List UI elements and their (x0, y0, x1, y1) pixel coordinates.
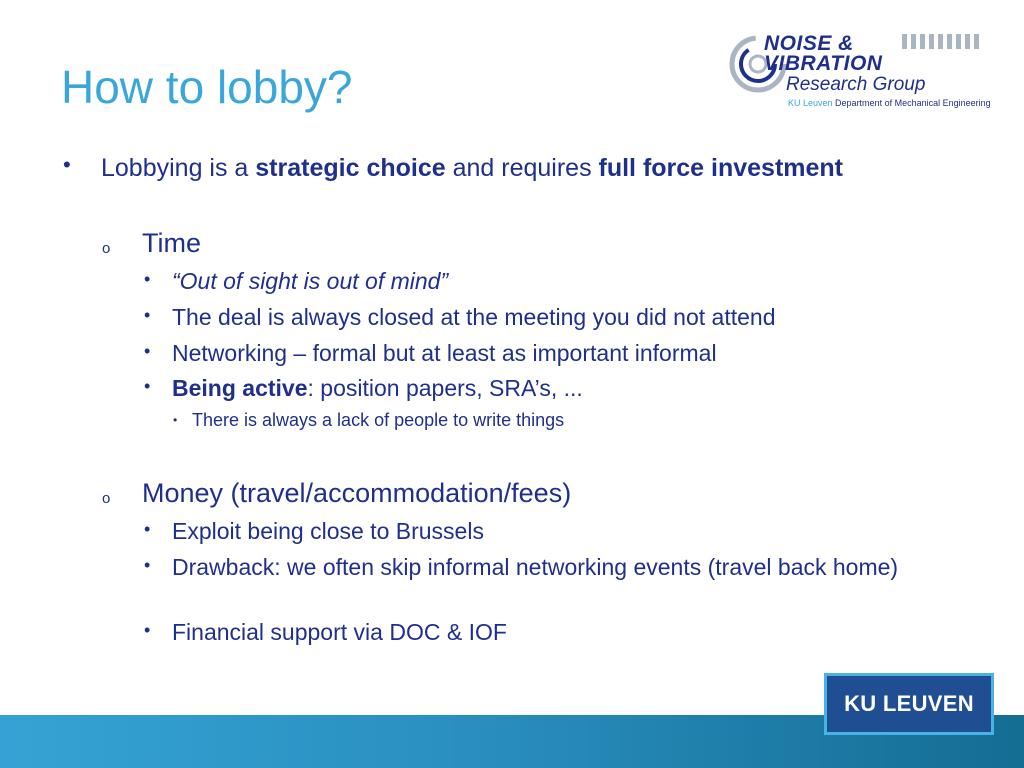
logo-text-research-group: Research Group (786, 74, 926, 95)
bullet-brussels: Exploit being close to Brussels (172, 518, 484, 544)
strategic-choice-text: strategic choice (255, 154, 446, 182)
being-active-rest: : position papers, SRA’s, ... (307, 375, 583, 401)
bullet-dot-small: • (173, 413, 178, 427)
bullet-lack-of-people: There is always a lack of people to write things (192, 410, 565, 430)
bullet-drawback: Drawback: we often skip informal networking events (travel back home) (172, 554, 899, 580)
bullet-dot: • (144, 555, 151, 575)
bullet-dot: • (144, 341, 151, 361)
logo-ku-leuven-text: KU Leuven (788, 98, 833, 108)
logo-dept-text: Department of Mechanical Engineering (835, 98, 991, 108)
lobbying-prefix: Lobbying is a (101, 154, 256, 182)
logo-text-department (788, 98, 991, 108)
nvrg-logo (728, 30, 990, 114)
bullet-dot: • (144, 620, 151, 640)
ku-leuven-logo (824, 673, 994, 735)
bullet-dot: • (144, 376, 151, 396)
bullet-time: Time (142, 228, 201, 258)
bullet-dot: • (144, 269, 151, 289)
slide-title: How to lobby? (61, 61, 353, 113)
lobbying-middle: and requires (445, 154, 599, 182)
bullet-circle: o (102, 240, 111, 257)
logo-text-noise: NOISE & (764, 32, 854, 55)
being-active-text: Being active (172, 375, 308, 401)
bullet-out-of-sight: “Out of sight is out of mind” (172, 268, 449, 294)
bullet-lobbying (101, 152, 881, 185)
logo-text-vibration: VIBRATION (764, 52, 883, 75)
bullet-money: Money (travel/accommodation/fees) (142, 478, 572, 508)
logo-bars-icon (902, 34, 979, 49)
bullet-dot: • (63, 152, 71, 177)
full-force-text: full force investment (598, 154, 844, 182)
bullet-dot: • (144, 519, 151, 539)
bullet-dot: • (144, 305, 151, 325)
bullet-deal-closed: The deal is always closed at the meeting you did not attend (172, 304, 776, 330)
bullet-circle: o (102, 490, 111, 507)
bullet-networking: Networking – formal but at least as important informal (172, 340, 717, 366)
bullet-financial-support: Financial support via DOC & IOF (172, 619, 507, 645)
bullet-being-active (172, 373, 972, 403)
ku-leuven-logo-text: KU LEUVEN (844, 691, 974, 716)
